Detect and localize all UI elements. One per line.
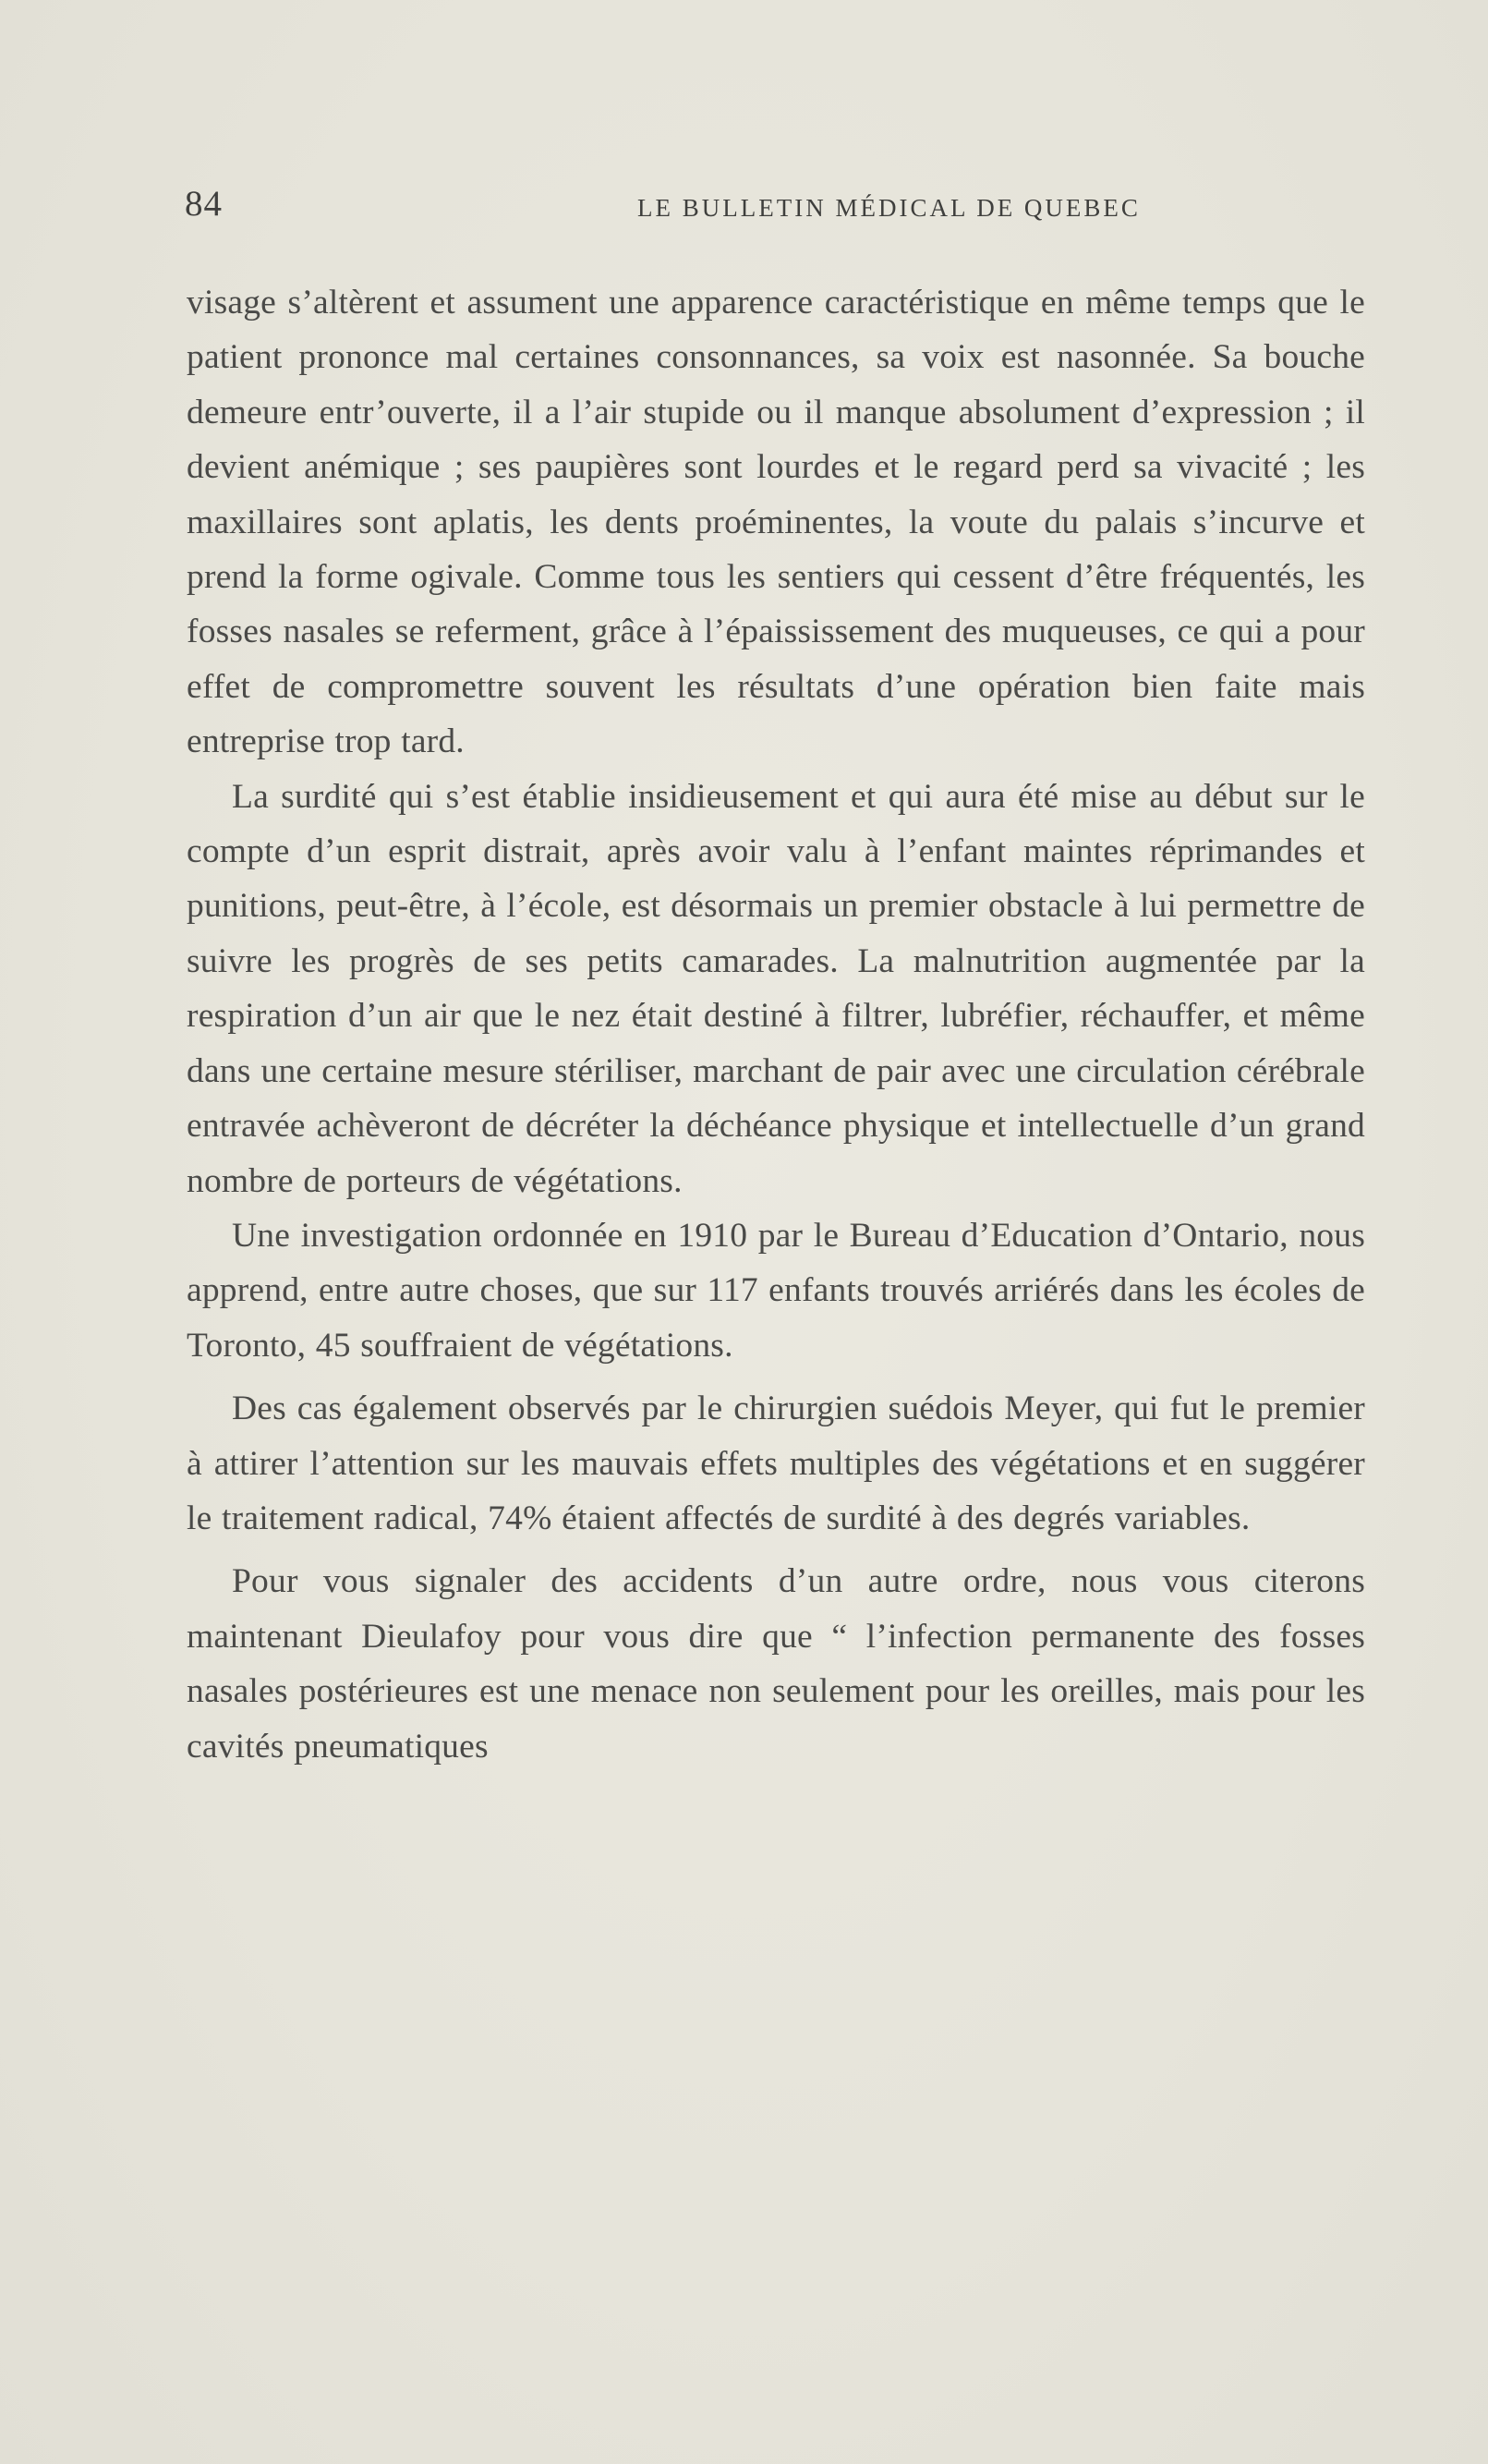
page-header	[185, 183, 1367, 238]
paragraph-dieulafoy: Pour vous signaler des accidents d’un autre ordre, nous vous citerons maintenant Dieulafoy pour vous dire que “ l’infection permanente des fosses nasales postérieures est une menace non seulement pour les oreilles, mais pour les cavités pneumatiques	[187, 1562, 1365, 1766]
page-number: 84	[185, 184, 223, 224]
paragraph-surdite: La surdité qui s’est établie insidieusement et qui aura été mise au début sur le compte d’un esprit distrait, après avoir valu à l’enfant maintes réprimandes et punitions, peut-être, à l’école, est désormais un premier obstacle à lui permettre de suivre les progrès de ses petits camarades. La malnutrition augmentée par la respiration d’un air que le nez était destiné à filtrer, lubréfier, réchauffer, et même dans une certaine mesure stériliser, marchant de pair avec une circulation cérébrale entravée achèveront de décréter la déchéance physique et intellectuelle d’un grand nombre de porteurs de végétations.	[187, 777, 1365, 1200]
paragraph-meyer: Des cas également observés par le chirurgien suédois Meyer, qui fut le premier à attirer l’attention sur les mauvais effets multiples des végétations et en suggérer le traitement radical, 74% étaient affectés de surdité à des degrés variables.	[187, 1390, 1365, 1537]
running-title: LE BULLETIN MÉDICAL DE QUEBEC	[637, 194, 1141, 222]
paragraph-continuation: visage s’altèrent et assument une apparence caractéristique en même temps que le patient prononce mal certaines consonnances, sa voix est nasonnée. Sa bouche demeure entr’ouverte, il a l’air stupide ou il manque absolument d’expression ; il devient anémique ; ses paupières sont lourdes et le regard perd sa vivacité ; les maxillaires sont aplatis, les dents proéminentes, la voute du palais s’incurve et prend la forme ogivale. Comme tous les sentiers qui cessent d’être fréquentés, les fosses nasales se referment, grâce à l’épaississement des muqueuses, ce qui a pour effet de compromettre souvent les résultats d’une opération bien faite mais entreprise trop tard.	[187, 284, 1365, 761]
body-text	[187, 275, 1365, 1774]
paragraph-investigation: Une investigation ordonnée en 1910 par le Bureau d’Education d’Ontario, nous apprend, entre autre choses, que sur 117 enfants trouvés arriérés dans les écoles de Toronto, 45 souffraient de végétations.	[187, 1216, 1365, 1365]
